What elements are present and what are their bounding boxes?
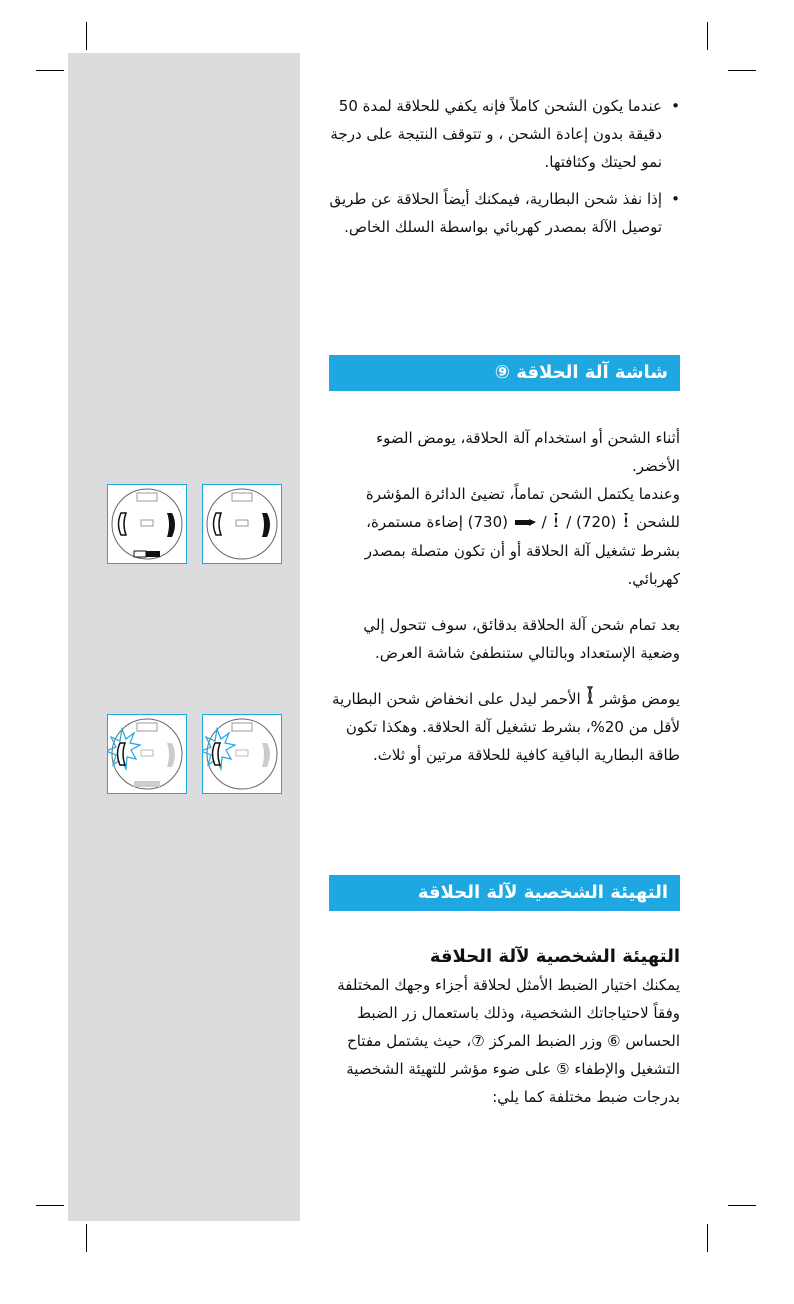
crop-mark-right-top <box>728 70 756 71</box>
text-low-battery: الأحمر ليدل على انخفاض شحن البطارية لأقل من 20%، بشرط تشغيل آلة الحلاقة. وهكذا تكون طاقة البطارية الباقية كافية للحلاقة مرتين أو ثلاث. <box>332 689 680 764</box>
ring-indicator-icon <box>551 509 561 537</box>
crop-mark-top-left <box>86 22 87 50</box>
paragraph-low-battery <box>328 685 680 770</box>
low-battery-indicator-icon <box>585 685 595 713</box>
model-720: (720) <box>576 513 617 531</box>
bullet-item: • إذا نفذ شحن البطارية، فيمكنك أيضاً الحلاقة عن طريق توصيل الآلة بمصدر كهربائي بواسطة السلك الخاص. <box>328 185 680 241</box>
display-low-battery-illustration <box>202 714 282 794</box>
model-730: (730) <box>467 513 509 531</box>
paragraph-standby: بعد تمام شحن آلة الحلاقة بدقائق، سوف تتحول إلي وضعية الإستعداد وبالتالي ستنطفئ شاشة العرض. <box>363 615 680 662</box>
crop-mark-top-right <box>707 22 708 50</box>
display-full-charge-illustration <box>202 484 282 564</box>
crop-mark-bottom-left <box>86 1224 87 1252</box>
crop-mark-bottom-right <box>707 1224 708 1252</box>
text-indicator: يومض مؤشر <box>600 689 680 708</box>
separator: / <box>541 513 547 531</box>
section-heading: التهيئة الشخصية لآلة الحلاقة <box>429 946 680 967</box>
crop-mark-left-bottom <box>36 1205 64 1206</box>
paragraph-personalization: يمكنك اختيار الضبط الأمثل لحلاقة أجزاء وجهك المختلفة وفقاً لاحتياجاتك الشخصية، وذلك باستعمال زر الضبط الحساس ⑥ وزر الضبط المركز ⑦، حيث يشتمل مفتاح التشغيل والإطفاء ⑤ على ضوء مؤشر للتهيئة الشخصية بدرجات ضبط مختلفة كما يلي: <box>337 976 680 1106</box>
bullet-item: • عندما يكون الشحن كاملاً فإنه يكفي للحلاقة لمدة 50 دقيقة بدون إعادة الشحن ، و تتوقف النتيجة على درجة نمو لحيتك وكثافتها. <box>328 92 680 176</box>
separator: / <box>566 513 572 531</box>
display-low-battery-with-plug-illustration <box>107 714 187 794</box>
text-continuous-light: إضاءة مستمرة، بشرط تشغيل آلة الحلاقة أو أن تكون متصلة بمصدر كهربائي. <box>364 513 680 588</box>
text-full-charge: وعندما يكتمل الشحن تماماً، تضيئ الدائرة المؤشرة للشحن <box>365 485 680 531</box>
section-bar-personalization: التهيئة الشخصية لآلة الحلاقة <box>329 875 680 911</box>
display-section-text <box>328 424 680 769</box>
personalization-section-text <box>328 943 680 1111</box>
section-bar-display: شاشة آلة الحلاقة ⑨ <box>329 355 680 391</box>
paragraph-full-charge <box>328 480 680 593</box>
paragraph-charging: أثناء الشحن أو استخدام آلة الحلاقة، يومض الضوء الأخضر. <box>376 429 680 475</box>
display-full-charge-with-plug-illustration <box>107 484 187 564</box>
crop-mark-left-top <box>36 70 64 71</box>
sidebar-panel <box>68 53 300 1221</box>
crop-mark-right-bottom <box>728 1205 756 1206</box>
ring-indicator-icon <box>621 509 631 537</box>
plug-icon <box>513 509 537 537</box>
bullet-list <box>328 92 680 241</box>
intro-section <box>328 92 680 241</box>
